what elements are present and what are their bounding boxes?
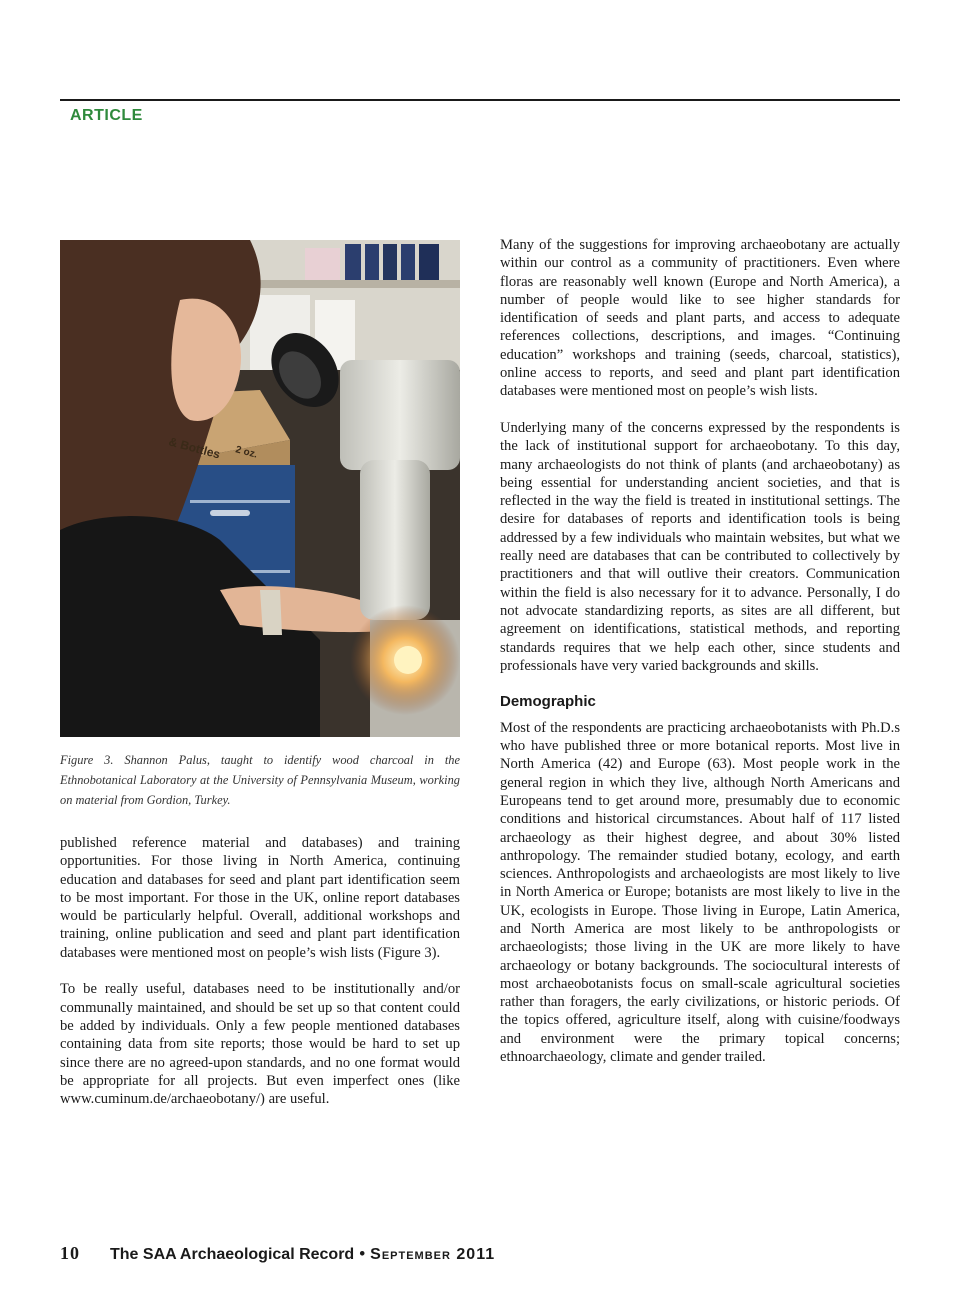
page-number: 10 bbox=[60, 1243, 80, 1263]
right-paragraph-1: Many of the suggestions for improving archaeobotany are actually within our control as a community of practitioners. Even where floras are reasonably well known (Europe and North America), a number of people would like to see higher standards for identification of seeds and plant parts, and access to adequate references collections, descriptions, and images. “Continuing education” workshops and training (seeds, charcoal, statistics), online access to reports, and seed and plant part identification databases were mentioned most on people’s wish lists. bbox=[500, 237, 900, 400]
right-paragraph-2: Underlying many of the concerns expressed by the respondents is the lack of institutional support for archaeobotany. To this day, many archaeologists do not think of plants (and archaeobotany) as being essential for understanding ancient societies, and that is reflected in the way the field is treated in institutional settings. The desire for databases of reports and identification tools is being addressed by a few individuals who maintain websites, but what we really need are databases that can be contributed to collectively by practitioners and that will outlive their creators. Communication within the field is also necessary for it to advance. Personally, I do not advocate standardizing reports, as sites are all different, but agreement on identifications, statistical methods, and reporting standards requires that we help each other, since students and professionals have very varied backgrounds and skills. bbox=[500, 419, 900, 674]
demographic-heading: Demographic bbox=[500, 693, 596, 711]
box-label-text: & Bottles bbox=[167, 434, 222, 462]
figure-photo bbox=[60, 240, 460, 737]
left-paragraph-2: To be really useful, databases need to be institutionally and/or communally maintained, and should be set up so that content could be added by individuals. Only a few people mentioned databases containing data from site reports; those would be hard to set up since there are no agreed-upon standards, and no one format would be appropriate for all projects. But even imperfect ones (like www.cuminum.de/archaeobotany/) are useful. bbox=[60, 981, 460, 1108]
left-column bbox=[60, 834, 460, 1127]
header-rule bbox=[60, 99, 900, 101]
left-paragraph-1: published reference material and databases) and training opportunities. For those living in North America, continuing education and databases for seed and plant part identification seem to be most important. For those in the UK, online report databases would be particularly helpful. Overall, additional workshops and training, online publication and seed and plant part identification databases were mentioned most on people’s wish lists (Figure 3). bbox=[60, 835, 460, 961]
demographic-paragraph: Most of the respondents are practicing archaeobotanists with Ph.D.s who have published three or more botanical reports. Most live in North America (42) and Europe (63). Most people work in the general region in which they live, although North Americans and Europeans tend to get around more, presumably due to economic conditions and historical circumstances. About half of 117 listed archaeology as their highest degree, and about 30% listed anthropology. The remainder studied botany, ecology, and earth sciences. Anthropologists and archaeologists are most likely to live in North America or Europe; botanists are most likely to live in the UK, ecologists in Europe. Those living in Europe, Latin America, and North America are most likely to be anthropologists or archaeologists; those living in the UK are more likely to have archaeology or botany backgrounds. The sociocultural interests of most archaeobotanists focus on small-scale agricultural societies rather than foragers, the early civilizations, or historic periods. Of the topics offered, agriculture itself, along with cuisine/foodways and environment were the primary topical concerns; ethnoarchaeology, climate and gender trailed. bbox=[500, 719, 900, 1066]
footer-bullet: • bbox=[359, 1244, 366, 1263]
journal-title: The SAA Archaeological Record bbox=[110, 1246, 355, 1263]
right-column bbox=[500, 236, 900, 1085]
issue-date: September 2011 bbox=[370, 1246, 496, 1263]
section-label: ARTICLE bbox=[70, 107, 143, 124]
box-size-text: 2 oz. bbox=[234, 444, 259, 461]
figure-caption: Figure 3. Shannon Palus, taught to identify wood charcoal in the Ethnobotanical Laboratory at the University of Pennsylvania Museum, working on material from Gordion, Turkey. bbox=[60, 753, 460, 807]
page-footer bbox=[60, 1243, 495, 1264]
